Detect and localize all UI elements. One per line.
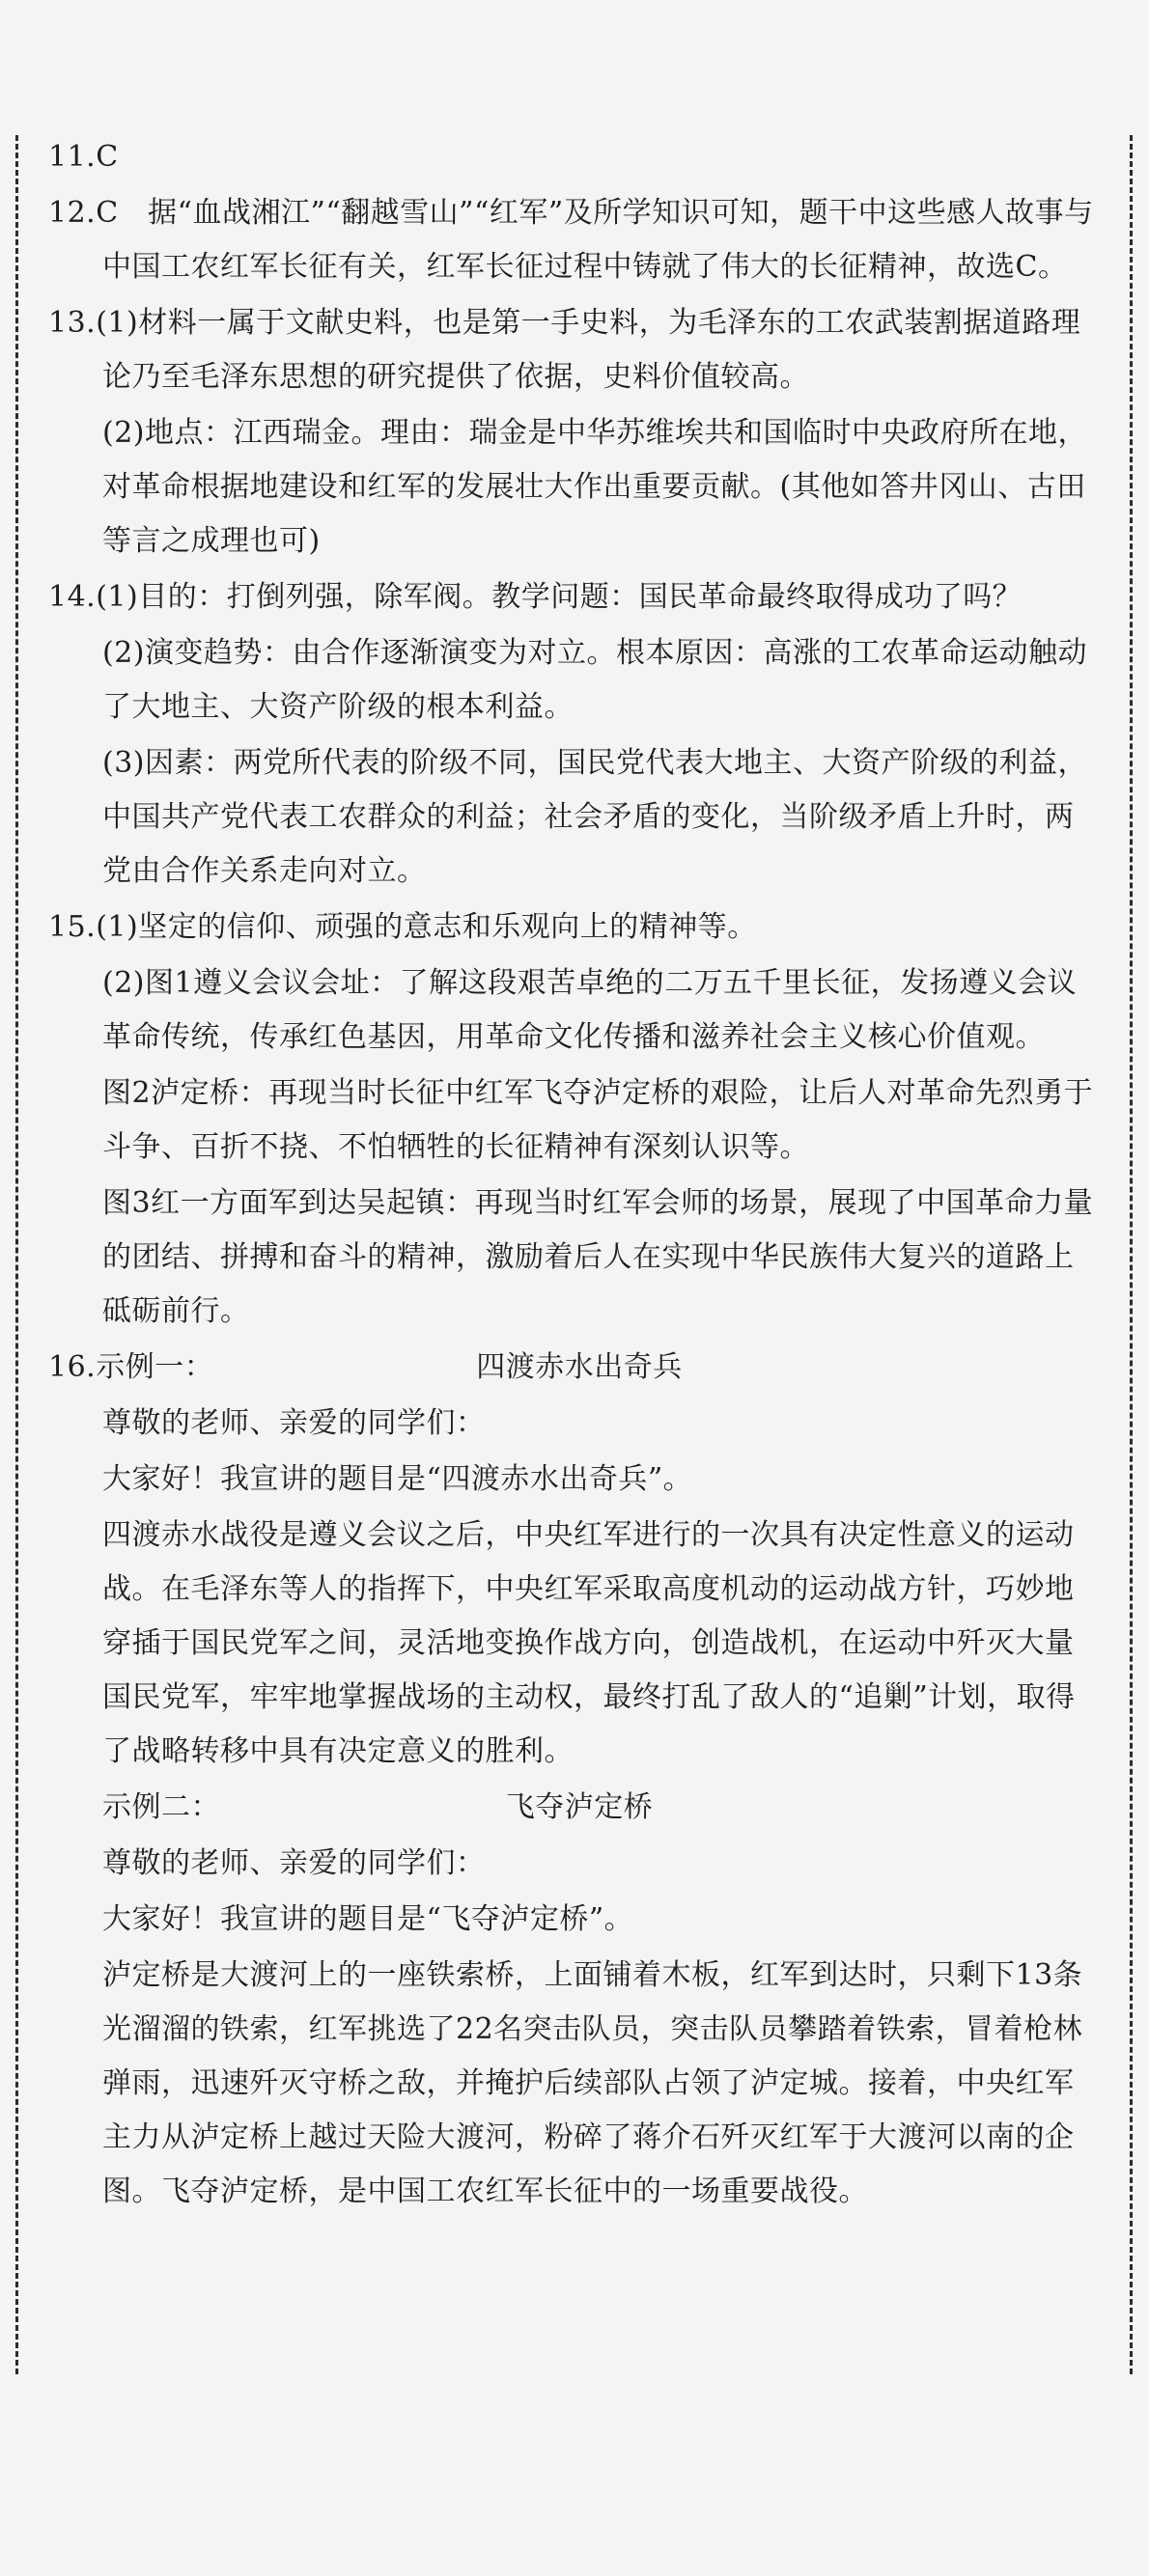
example-1-intro: 大家好！我宣讲的题目是“四渡赤水出奇兵”。: [102, 1462, 693, 1496]
example-2-title: 飞夺泸定桥: [505, 1790, 654, 1824]
answer-15-part-2: (2)图1遵义会议会址：了解这段艰苦卓绝的二万五千里长征，发扬遵义会议革命传统，传承红色基因，用革命文化传播和滋养社会主义核心价值观。: [102, 966, 1078, 1054]
answer-12: 12.C 据“血战湘江”“翻越雪山”“红军”及所学知识可知，题干中这些感人故事与中国工农红军长征有关，红军长征过程中铸就了伟大的长征精神，故选C。: [48, 196, 1094, 284]
answer-13-part-1: 13.(1)材料一属于文献史料，也是第一手史料，为毛泽东的工农武装割据道路理论乃至毛泽东思想的研究提供了依据，史料价值较高。: [48, 306, 1081, 394]
left-dashed-border: [15, 135, 18, 2374]
answer-page: [48, 130, 1101, 2221]
right-dashed-border: [1130, 135, 1133, 2374]
example-1-label: 16.示例一：: [48, 1350, 214, 1384]
answer-13-part-2: (2)地点：江西瑞金。理由：瑞金是中华苏维埃共和国临时中央政府所在地，对革命根据地建设和红军的发展壮大作出重要贡献。(其他如答井冈山、古田等言之成理也可): [102, 416, 1087, 558]
answer-11: 11.C: [48, 140, 119, 174]
answer-14-part-2: (2)演变趋势：由合作逐渐演变为对立。根本原因：高涨的工农革命运动触动了大地主、大资产阶级的根本利益。: [102, 636, 1087, 724]
example-2-intro: 大家好！我宣讲的题目是“飞夺泸定桥”。: [102, 1902, 634, 1936]
example-1-body: 四渡赤水战役是遵义会议之后，中央红军进行的一次具有决定性意义的运动战。在毛泽东等人的指挥下，中央红军采取高度机动的运动战方针，巧妙地穿插于国民党军之间，灵活地变换作战方向，创造战机，在运动中歼灭大量国民党军，牢牢地掌握战场的主动权，最终打乱了敌人的“追剿”计划，取得了战略转移中具有决定意义的胜利。: [102, 1518, 1076, 1768]
answer-16-example-1-header: [48, 1341, 1101, 1395]
example-1-greeting: 尊敬的老师、亲爱的同学们：: [102, 1406, 486, 1440]
example-2-label: 示例二：: [102, 1790, 220, 1824]
answer-15-figure-2: 图2泸定桥：再现当时长征中红军飞夺泸定桥的艰险，让后人对革命先烈勇于斗争、百折不挠、不怕牺牲的长征精神有深刻认识等。: [102, 1076, 1094, 1164]
example-2-body: 泸定桥是大渡河上的一座铁索桥，上面铺着木板，红军到达时，只剩下13条光溜溜的铁索，红军挑选了22名突击队员，突击队员攀踏着铁索，冒着枪林弹雨，迅速歼灭守桥之敌，并掩护后续部队占领了泸定城。接着，中央红军主力从泸定桥上越过天险大渡河，粉碎了蒋介石歼灭红军于大渡河以南的企图。飞夺泸定桥，是中国工农红军长征中的一场重要战役。: [102, 1958, 1083, 2208]
answer-14-part-3: (3)因素：两党所代表的阶级不同，国民党代表大地主、大资产阶级的利益，中国共产党代表工农群众的利益；社会矛盾的变化，当阶级矛盾上升时，两党由合作关系走向对立。: [102, 746, 1087, 888]
answer-16-example-2-header: [48, 1781, 1101, 1835]
example-2-greeting: 尊敬的老师、亲爱的同学们：: [102, 1846, 486, 1880]
answer-15-figure-3: 图3红一方面军到达吴起镇：再现当时红军会师的场景，展现了中国革命力量的团结、拼搏和奋斗的精神，激励着后人在实现中华民族伟大复兴的道路上砥砺前行。: [102, 1186, 1094, 1328]
answer-15-part-1: 15.(1)坚定的信仰、顽强的意志和乐观向上的精神等。: [48, 910, 757, 944]
example-1-title: 四渡赤水出奇兵: [476, 1350, 683, 1384]
answer-14-part-1: 14.(1)目的：打倒列强，除军阀。教学问题：国民革命最终取得成功了吗？: [48, 580, 1023, 614]
